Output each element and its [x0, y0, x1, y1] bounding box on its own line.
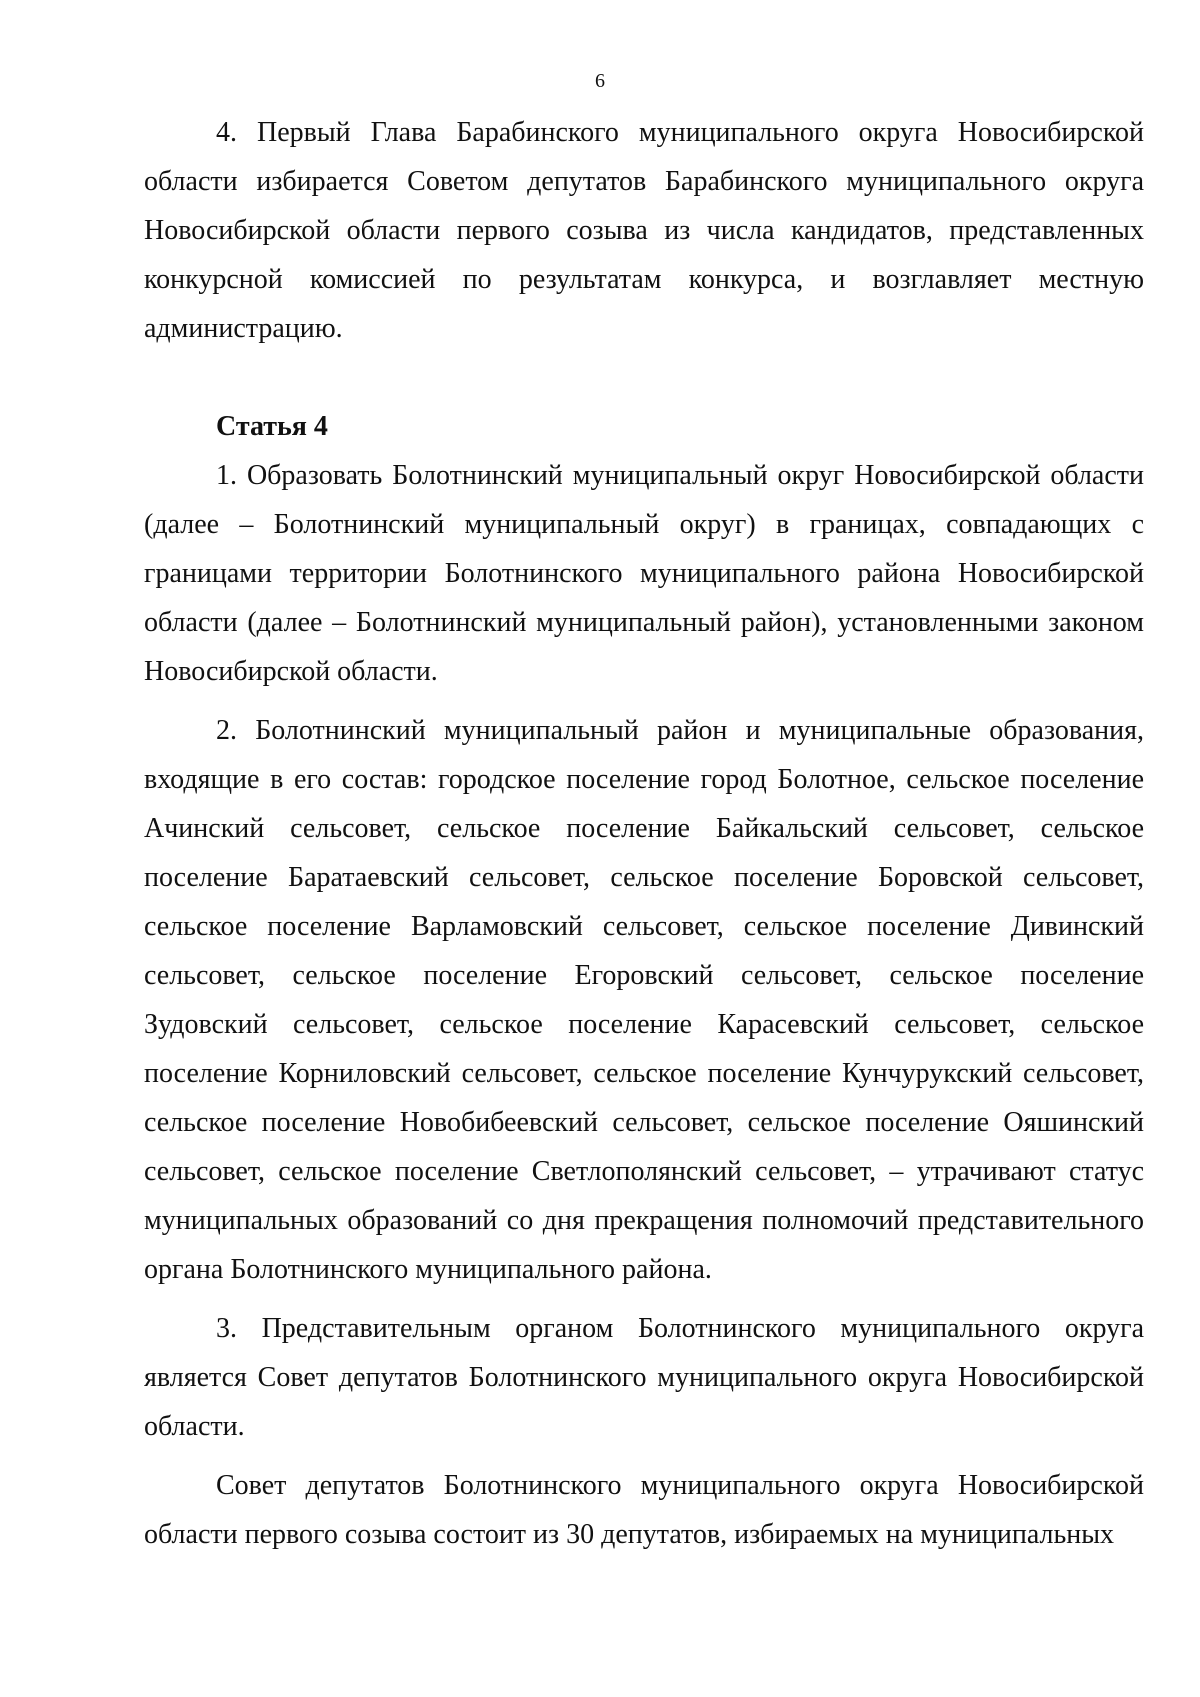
- article-4-paragraph-3: 3. Представительным органом Болотнинского муниципального округа является Совет депутатов Болотнинского муниципального округа Новосибирской области.: [144, 1313, 1144, 1442]
- article-heading: Статья 4: [216, 411, 328, 442]
- page-number: 6: [595, 70, 605, 92]
- article-4-paragraph-2: 2. Болотнинский муниципальный район и муниципальные образования, входящие в его состав: городское поселение город Болотное, сельское поселение Ачинский сельсовет, сельское поселение Байкальский сельсовет, сельское поселение Баратаевский сельсовет, сельское поселение Боровской сельсовет, сельское поселение Варламовский сельсовет, сельское поселение Дивинский сельсовет, сельское поселение Егоровский сельсовет, сельское поселение Зудовский сельсовет, сельское поселение Карасевский сельсовет, сельское поселение Корниловский сельсовет, сельское поселение Кунчурукский сельсовет, сельское поселение Новобибеевский сельсовет, сельское поселение Ояшинский сельсовет, сельское поселение Светлополянский сельсовет, – утрачивают статус муниципальных образований со дня прекращения полномочий представительного органа Болотнинского муниципального района.: [144, 715, 1144, 1285]
- paragraph-head-of-barabinsky: 4. Первый Глава Барабинского муниципального округа Новосибирской области избирается Советом депутатов Барабинского муниципального округа Новосибирской области первого созыва из числа кандидатов, представленных конкурсной комиссией по результатам конкурса, и возглавляет местную администрацию.: [144, 117, 1144, 344]
- document-body: [144, 108, 1144, 1559]
- article-4-paragraph-4: Совет депутатов Болотнинского муниципального округа Новосибирской области первого созыва состоит из 30 депутатов, избираемых на муниципальных: [144, 1470, 1144, 1550]
- article-4-paragraph-1: 1. Образовать Болотнинский муниципальный округ Новосибирской области (далее – Болотнинский муниципальный округ) в границах, совпадающих с границами территории Болотнинского муниципального района Новосибирской области (далее – Болотнинский муниципальный район), установленными законом Новосибирской области.: [144, 460, 1144, 687]
